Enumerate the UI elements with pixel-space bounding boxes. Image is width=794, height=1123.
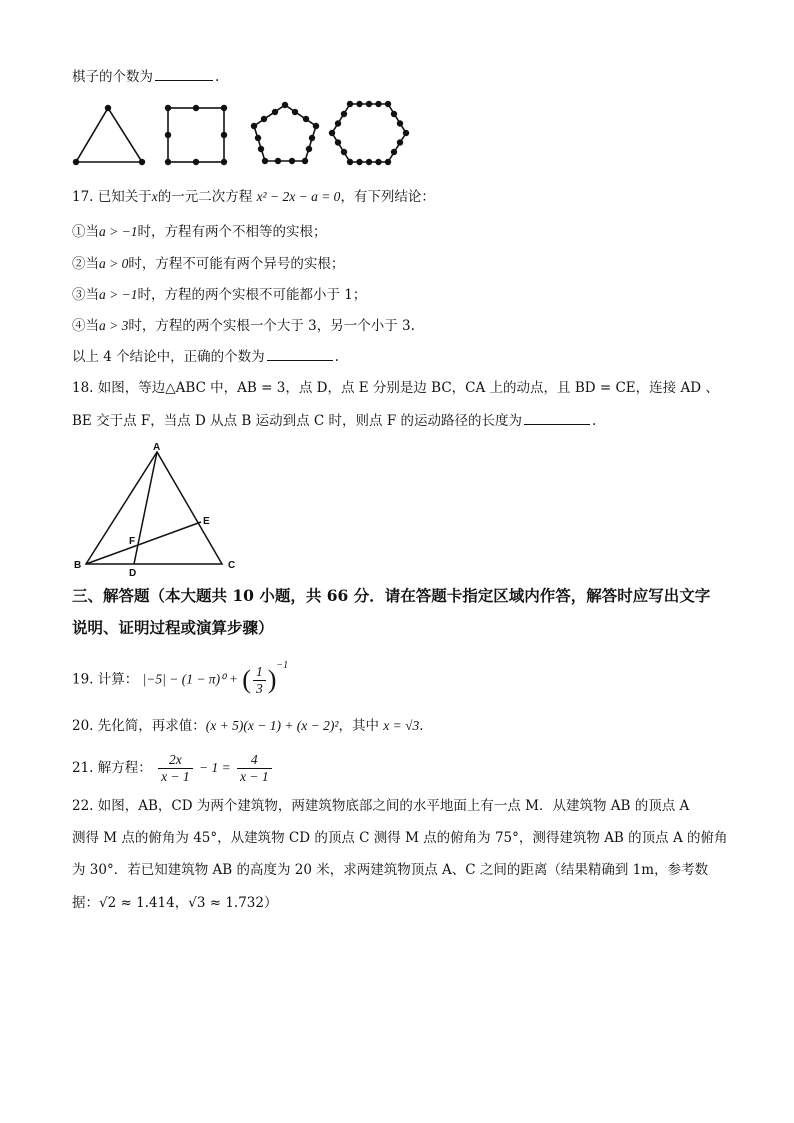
- label-d: D: [129, 568, 137, 579]
- q19-frac-num: 1: [253, 664, 266, 681]
- q17-item-rest: 时，方程的两个实根不可能都小于 1；: [137, 287, 367, 303]
- q17-item-label: ④当: [72, 318, 99, 334]
- q17-item-4: [72, 316, 415, 336]
- pentagon-dots: [251, 102, 319, 164]
- section3-heading-1: [72, 586, 710, 606]
- q20-mid: ，其中: [338, 718, 379, 734]
- q19-fraction: [253, 664, 266, 697]
- q21-den-2: x − 1: [240, 769, 269, 784]
- q20-line: [72, 716, 424, 736]
- q22-line-4: [72, 893, 277, 913]
- q17-item-label: ②当: [72, 256, 99, 272]
- q18-triangle-figure: [70, 440, 250, 580]
- q17-item-label: ①当: [72, 224, 99, 240]
- q17-item-2: [72, 254, 344, 274]
- label-a: A: [153, 442, 161, 453]
- q16-text: 棋子的个数为: [72, 69, 153, 85]
- q17-item-cond: a > 0: [99, 256, 129, 271]
- q17-equation: x² − 2x − a = 0: [256, 189, 341, 204]
- label-c: C: [228, 560, 236, 571]
- pentagon-figure: [254, 105, 316, 161]
- q19-left-paren: (: [242, 665, 251, 694]
- q17-item-rest: 时，方程的两个实根一个大于 3，另一个小于 3.: [128, 318, 415, 334]
- q20-end: .: [419, 718, 424, 734]
- q18-line-1: [72, 378, 719, 398]
- q21-num-1: 2x: [158, 752, 193, 769]
- label-e: E: [203, 516, 210, 527]
- q17-item-cond: a > 3: [99, 318, 129, 333]
- q20-expression: (x + 5)(x − 1) + (x − 2)²: [205, 718, 339, 733]
- segment-be: [86, 522, 201, 564]
- q17-end: .: [334, 349, 339, 365]
- q17-var-x: x: [151, 189, 158, 204]
- q19-expression: |−5| − (1 − π)⁰ +: [142, 671, 238, 687]
- q19-line: [72, 654, 288, 698]
- q21-mid: − 1 =: [198, 760, 231, 775]
- q16-tail-line: [72, 66, 219, 87]
- q21-num-2: 4: [237, 752, 272, 769]
- q18-text-1: 18. 如图，等边△ABC 中，AB = 3，点 D，点 E 分别是边 BC，CA 上的动点，且 BD = CE，连接 AD 、: [72, 380, 719, 396]
- q16-answer-blank[interactable]: [155, 66, 213, 81]
- q22-text-2: 测得 M 点的俯角为 45°，从建筑物 CD 的顶点 C 测得 M 点的俯角为 75°，测得建筑物 AB 的顶点 A 的俯角: [72, 830, 728, 846]
- q17-stem-a: 17. 已知关于: [72, 189, 152, 205]
- section3-text-1: 三、解答题（本大题共 10 小题，共 66 分．请在答题卡指定区域内作答，解答时应写出文字: [72, 586, 711, 605]
- q22-text-1: 22. 如图，AB，CD 为两个建筑物，两建筑物底部之间的水平地面上有一点 M．从建筑物 AB 的顶点 A: [72, 798, 690, 814]
- q19-exponent: −1: [276, 660, 289, 671]
- q22-line-3: [72, 860, 708, 880]
- q17-item-cond: a > −1: [99, 287, 138, 302]
- q17-answer-blank[interactable]: [267, 346, 333, 361]
- label-b: B: [74, 560, 82, 571]
- q17-item-cond: a > −1: [99, 224, 138, 239]
- section3-text-2: 说明、证明过程或演算步骤）: [72, 618, 274, 637]
- triangle-dots: [73, 105, 145, 165]
- q21-prefix: 21. 解方程：: [72, 760, 152, 776]
- q18-text-2: BE 交于点 F，当点 D 从点 B 运动到点 C 时，则点 F 的运动路径的长度为: [72, 413, 522, 429]
- square-dots: [165, 105, 227, 165]
- q19-right-paren: ): [267, 665, 277, 694]
- q17-stem-c: ，有下列结论：: [340, 189, 435, 205]
- q21-den-1: x − 1: [161, 769, 190, 784]
- q21-fraction-2: [237, 752, 272, 785]
- q21-fraction-1: [158, 752, 193, 785]
- q17-item-1: [72, 222, 326, 242]
- q17-stem: [72, 187, 435, 207]
- q17-item-3: [72, 285, 366, 305]
- q19-prefix: 19. 计算：: [72, 671, 139, 688]
- q16-end: .: [215, 69, 220, 85]
- square-figure: [168, 108, 224, 162]
- q17-stem-b: 的一元二次方程: [157, 189, 253, 205]
- q20-prefix: 20. 先化简，再求值：: [72, 718, 206, 734]
- section3-heading-2: [72, 618, 274, 638]
- q17-ending: [72, 346, 339, 367]
- q17-ending-text: 以上 4 个结论中，正确的个数为: [72, 349, 265, 365]
- q22-line-2: [72, 828, 727, 848]
- q20-condition: x = √3: [383, 718, 420, 733]
- q18-end: .: [592, 413, 597, 429]
- q18-answer-blank[interactable]: [524, 410, 590, 425]
- q22-text-3: 为 30°．若已知建筑物 AB 的高度为 20 米，求两建筑物顶点 A、C 之间的距离（结果精确到 1m，参考数: [72, 862, 709, 878]
- q21-line: [72, 748, 274, 788]
- q18-line-2: [72, 410, 596, 431]
- q17-item-label: ③当: [72, 287, 99, 303]
- hexagon-dots: [329, 101, 409, 165]
- q16-polygon-figure: [70, 100, 430, 170]
- label-f: F: [129, 536, 136, 547]
- q17-item-rest: 时，方程有两个不相等的实根；: [137, 224, 327, 240]
- triangle-figure: [76, 108, 142, 162]
- q22-line-1: [72, 796, 689, 816]
- q17-item-rest: 时，方程不可能有两个异号的实根；: [128, 256, 345, 272]
- q22-text-4: 据：√2 ≈ 1.414，√3 ≈ 1.732）: [72, 895, 278, 911]
- q19-frac-den: 3: [255, 680, 263, 696]
